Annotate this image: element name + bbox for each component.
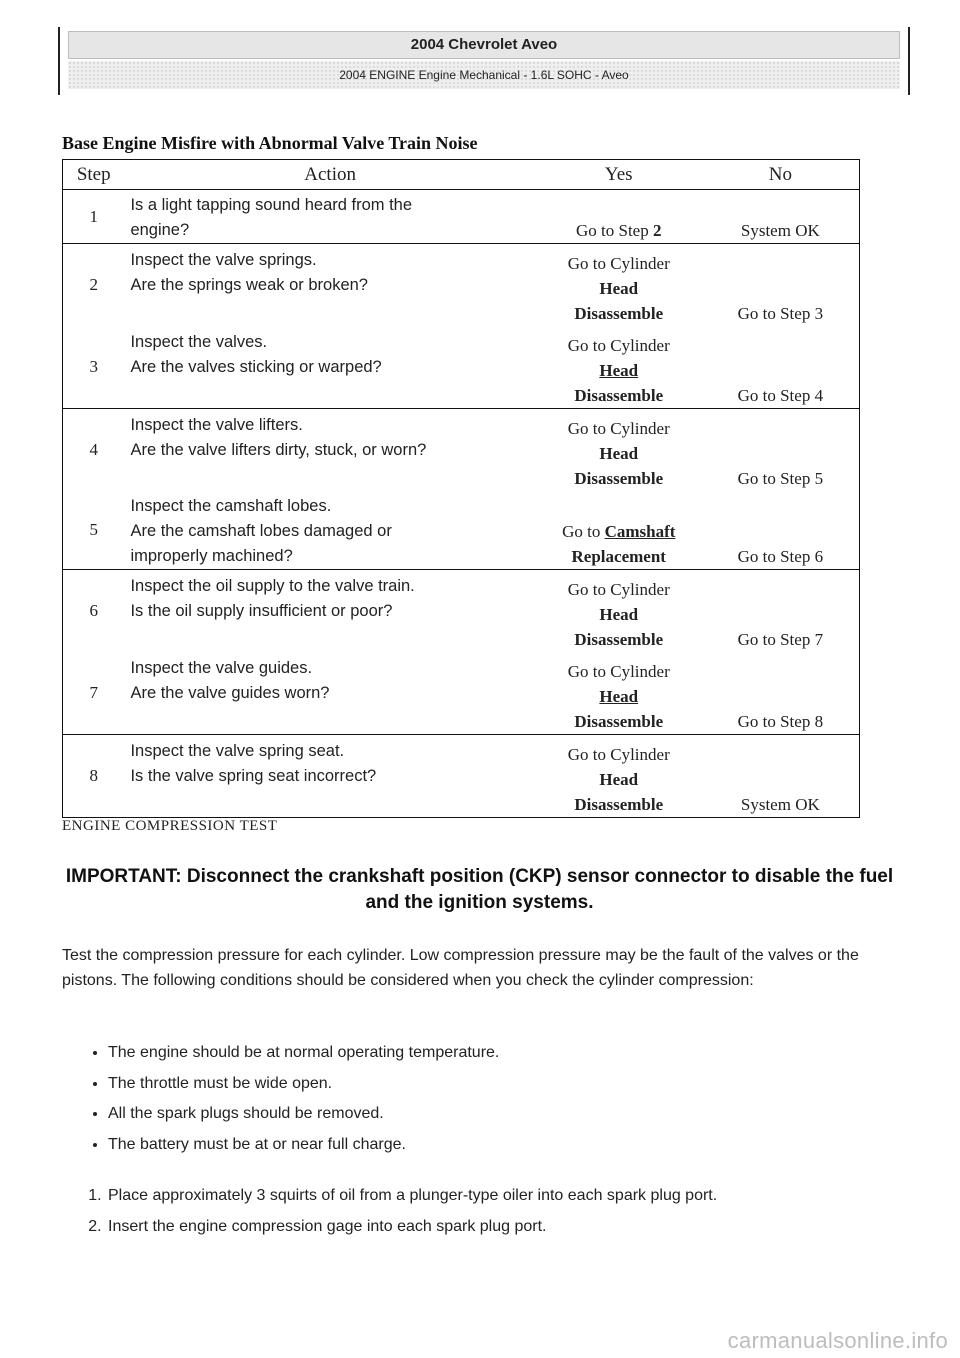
col-action: Action xyxy=(124,160,535,190)
yes-cell: Go to Step 2 xyxy=(576,221,662,240)
no-cell[interactable]: Go to Step 5 xyxy=(737,469,824,488)
yes-cell[interactable]: Go to Cylinder Head Disassemble xyxy=(567,254,670,323)
list-item: • The throttle must be wide open. xyxy=(108,1069,928,1100)
step-number: 6 xyxy=(89,601,98,620)
step-number: 4 xyxy=(89,440,98,459)
table-row xyxy=(63,409,860,492)
table-row xyxy=(63,735,860,818)
no-cell[interactable]: Go to Step 3 xyxy=(737,304,824,323)
action-cell: Inspect the valve spring seat. Is the valve spring seat incorrect? xyxy=(130,742,377,785)
step-number: 5 xyxy=(89,520,98,539)
yes-cell[interactable]: Go to Camshaft Replacement xyxy=(562,522,676,566)
document-header xyxy=(58,27,910,95)
no-cell: System OK xyxy=(740,795,820,814)
action-cell: Inspect the valve springs. Are the springs weak or broken? xyxy=(130,251,368,294)
yes-cell[interactable]: Go to Cylinder Head Disassemble xyxy=(567,662,670,731)
step-number: 3 xyxy=(89,357,98,376)
diagnostic-table xyxy=(62,159,860,818)
action-cell: Inspect the oil supply to the valve train. Is the oil supply insufficient or poor? xyxy=(130,577,415,620)
action-cell: Inspect the valve lifters. Are the valve lifters dirty, stuck, or worn? xyxy=(130,416,427,459)
list-item: • The battery must be at or near full charge. xyxy=(108,1130,928,1161)
table-row xyxy=(63,326,860,409)
list-item: 1. Place approximately 3 squirts of oil from a plunger-type oiler into each spark plug port. xyxy=(106,1180,936,1211)
table-row xyxy=(63,190,860,244)
action-cell: Is a light tapping sound heard from the engine? xyxy=(130,196,413,239)
col-step: Step xyxy=(63,160,125,190)
procedure-steps xyxy=(62,1180,936,1242)
header-subtitle: 2004 ENGINE Engine Mechanical - 1.6L SOHC - Aveo xyxy=(68,61,900,89)
table-title: Base Engine Misfire with Abnormal Valve Train Noise xyxy=(62,133,478,153)
watermark-footer: carmanualsonline.info xyxy=(727,1328,948,1353)
no-cell[interactable]: Go to Step 6 xyxy=(737,547,824,566)
yes-cell[interactable]: Go to Cylinder Head Disassemble xyxy=(567,419,670,488)
step-number: 8 xyxy=(89,766,98,785)
step-number: 7 xyxy=(89,683,98,702)
table-row xyxy=(63,652,860,735)
yes-cell[interactable]: Go to Cylinder Head Disassemble xyxy=(567,745,670,814)
step-link[interactable]: 2 xyxy=(652,221,662,240)
conditions-list xyxy=(62,1038,928,1160)
header-title: 2004 Chevrolet Aveo xyxy=(68,31,900,59)
yes-cell[interactable]: Go to Cylinder Head Disassemble xyxy=(567,580,670,649)
section-title: ENGINE COMPRESSION TEST xyxy=(62,818,278,834)
no-cell: System OK xyxy=(740,221,820,240)
col-no: No xyxy=(702,160,860,190)
table-header-row xyxy=(63,160,860,190)
col-yes: Yes xyxy=(536,160,702,190)
list-item: • The engine should be at normal operating temperature. xyxy=(108,1038,928,1069)
camshaft-link[interactable]: Camshaft xyxy=(604,522,676,541)
step-number: 1 xyxy=(89,206,98,226)
no-cell[interactable]: Go to Step 8 xyxy=(737,712,824,731)
table-row xyxy=(63,570,860,653)
action-cell: Inspect the valve guides. Are the valve guides worn? xyxy=(130,659,330,702)
action-cell: Inspect the valves. Are the valves sticking or warped? xyxy=(130,333,382,376)
intro-paragraph: Test the compression pressure for each cylinder. Low compression pressure may be the fault of the valves or the pistons. The following conditions should be considered when you check the cylinder compression: xyxy=(62,947,859,989)
list-item: 2. Insert the engine compression gage into each spark plug port. xyxy=(106,1211,936,1242)
yes-cell[interactable]: Go to Cylinder Head Disassemble xyxy=(567,336,670,405)
step-number: 2 xyxy=(89,275,98,294)
table-row xyxy=(63,491,860,570)
list-item: • All the spark plugs should be removed. xyxy=(108,1099,928,1130)
table-row xyxy=(63,244,860,327)
important-note: IMPORTANT: Disconnect the crankshaft position (CKP) sensor connector to disable the fuel and the ignition systems. xyxy=(65,866,894,913)
no-cell[interactable]: Go to Step 4 xyxy=(737,386,824,405)
action-cell: Inspect the camshaft lobes. Are the camshaft lobes damaged or improperly machined? xyxy=(130,497,392,565)
no-cell[interactable]: Go to Step 7 xyxy=(737,630,824,649)
